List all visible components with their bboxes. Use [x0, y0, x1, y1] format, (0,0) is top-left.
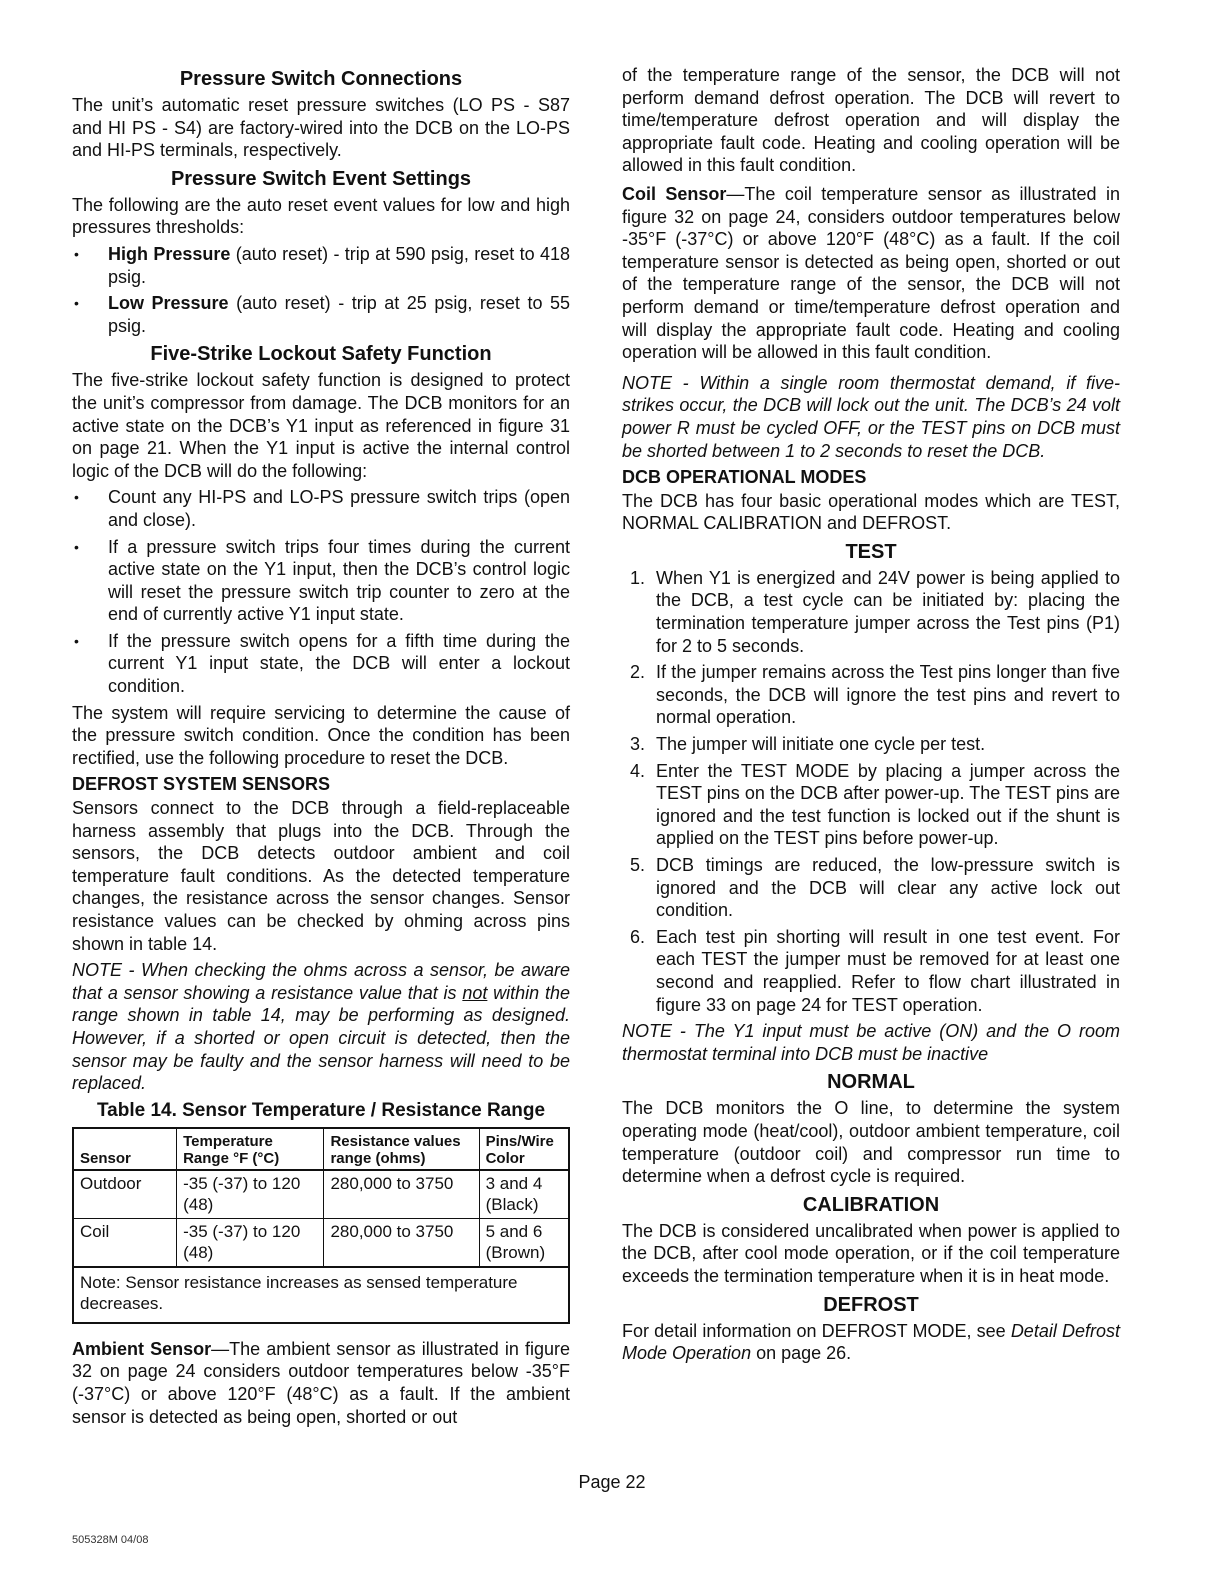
- step-text: Each test pin shorting will result in one test event. For each TEST the jumper must be removed for at least one second and reapplied. Refer to flow chart illustrated in figure 33 on page 24 for TEST operation.: [656, 926, 1120, 1015]
- table-header-cell: Pins/Wire Color: [479, 1128, 569, 1170]
- table-caption: Table 14. Sensor Temperature / Resistance Range: [96, 1099, 546, 1121]
- step-text: The jumper will initiate one cycle per test.: [656, 734, 986, 755]
- table-header-cell: Resistance values range (ohms): [324, 1128, 479, 1170]
- list-item: [622, 760, 1120, 850]
- list-item: [622, 567, 1120, 657]
- note-ohms-underlined: not: [462, 982, 488, 1003]
- step-number: 4.: [630, 760, 646, 781]
- step-text: DCB timings are reduced, the low-pressure switch is ignored and the DCB will clear any active lock out condition.: [656, 855, 1120, 921]
- paragraph-defrost: [622, 1320, 1120, 1365]
- paragraph-normal: The DCB monitors the O line, to determine the system operating mode (heat/cool), outdoor ambient temperature, coil temperature (outdoor coil) and compressor run time to determine when a defrost cycle is required.: [622, 1098, 1120, 1187]
- paragraph-ambient-continued: of the temperature range of the sensor, the DCB will not perform demand defrost operation. The DCB will revert to time/temperature defrost operation and will display the appropriate fault code. Heating and cooling operation will be allowed in this fault condition.: [622, 65, 1120, 176]
- step-text: If the jumper remains across the Test pins longer than five seconds, the DCB will ignore the test pins and revert to normal operation.: [656, 662, 1120, 728]
- table-cell: 280,000 to 3750: [324, 1218, 479, 1267]
- paragraph-ambient-sensor: [72, 1338, 570, 1428]
- five-strike-list: [72, 486, 570, 697]
- table-cell: Outdoor: [73, 1170, 177, 1219]
- page-number: Page 22: [578, 1472, 646, 1492]
- high-pressure-text: (auto reset) - trip at 590 psig, reset to 418 psig.: [108, 243, 570, 287]
- high-pressure-label: High Pressure: [108, 243, 231, 264]
- paragraph-calibration: The DCB is considered uncalibrated when power is applied to the DCB, after cool mode operation, or if the coil temperature exceeds the termination temperature when it is in heat mode.: [622, 1220, 1120, 1286]
- paragraph-servicing: The system will require servicing to determine the cause of the pressure switch condition. Once the condition has been rectified, use the following procedure to reset the DCB.: [72, 702, 570, 768]
- paragraph-event-settings: The following are the auto reset event values for low and high pressures thresholds:: [72, 194, 570, 238]
- heading-five-strike-lockout: Five-Strike Lockout Safety Function: [150, 343, 492, 366]
- defrost-text-b: on page 26.: [751, 1343, 852, 1364]
- heading-defrost: DEFROST: [823, 1293, 919, 1316]
- list-item: • Count any HI-PS and LO-PS pressure switch trips (open and close).: [72, 486, 570, 531]
- table-header-cell: Sensor: [73, 1128, 177, 1170]
- table-header-cell: Temperature Range °F (°C): [177, 1128, 324, 1170]
- heading-test: TEST: [845, 540, 897, 563]
- step-number: 1.: [630, 567, 646, 588]
- step-text: Enter the TEST MODE by placing a jumper across the TEST pins on the DCB after power-up. The TEST pins are ignored and the test function is locked out if the shunt is applied on the TEST pins before power-up.: [656, 760, 1120, 849]
- table-cell: -35 (-37) to 120 (48): [177, 1170, 324, 1219]
- note-ohms: [72, 959, 570, 1095]
- step-number: 5.: [630, 855, 646, 875]
- heading-defrost-system-sensors: DEFROST SYSTEM SENSORS: [72, 774, 331, 795]
- list-item: [72, 243, 570, 288]
- table-cell: -35 (-37) to 120 (48): [177, 1218, 324, 1267]
- step-number: 3.: [630, 734, 646, 755]
- heading-pressure-switch-connections: Pressure Switch Connections: [179, 68, 463, 90]
- list-item: [622, 926, 1120, 1016]
- heading-dcb-operational-modes: DCB OPERATIONAL MODES: [622, 467, 867, 488]
- table-row: [73, 1170, 569, 1219]
- table-cell: 5 and 6 (Brown): [479, 1218, 569, 1267]
- step-number: 2.: [630, 662, 646, 683]
- defrost-reference: Detail Defrost Mode Operation: [622, 1320, 1120, 1364]
- table-header-row: [73, 1128, 569, 1170]
- note-y1-input: NOTE - The Y1 input must be active (ON) and the O room thermostat terminal into DCB must be inactive: [622, 1021, 1120, 1064]
- document-code: 505328M 04/08: [72, 1534, 149, 1546]
- list-item: [622, 661, 1120, 729]
- heading-pressure-switch-event-settings: Pressure Switch Event Settings: [170, 167, 472, 190]
- coil-sensor-label: Coil Sensor: [622, 183, 727, 204]
- paragraph-modes: The DCB has four basic operational modes which are TEST, NORMAL CALIBRATION and DEFROST.: [622, 490, 1120, 534]
- list-item: • If the pressure switch opens for a fifth time during the current Y1 input state, the DCB will enter a lockout condition.: [72, 630, 570, 698]
- list-item: [72, 292, 570, 337]
- note-five-strikes: NOTE - Within a single room thermostat demand, if five-strikes occur, the DCB will lock out the unit. The DCB’s 24 volt power R must be cycled OFF, or the TEST pins on DCB must be shorted between 1 to 2 seconds to reset the DCB.: [622, 372, 1120, 461]
- defrost-text-a: For detail information on DEFROST MODE, see: [622, 1320, 1011, 1341]
- coil-sensor-text: —The coil temperature sensor as illustrated in figure 32 on page 24, considers outdoor temperatures below -35°F (-37°C) or above 120°F (48°C) as a fault. If the coil temperature sensor is detected as being open, shorted or out of the temperature range of the sensor, the DCB will not perform demand or time/temperature defrost operation and will display the appropriate fault code. Heating and cooling operation will be allowed in this fault condition.: [622, 183, 1120, 363]
- right-column: [622, 64, 1120, 1369]
- table-note: Note: Sensor resistance increases as sensed temperature decreases.: [73, 1267, 569, 1323]
- list-item: [622, 854, 1120, 922]
- paragraph-coil-sensor: [622, 183, 1120, 364]
- low-pressure-label: Low Pressure: [108, 293, 229, 314]
- sensor-table: [72, 1127, 570, 1324]
- table-row: [73, 1218, 569, 1267]
- paragraph-pressure-switch: The unit’s automatic reset pressure switches (LO PS - S87 and HI PS - S4) are factory-wired into the DCB on the LO-PS and HI-PS terminals, respectively.: [72, 95, 570, 161]
- note-ohms-part-b: within the range shown in table 14, may be performing as designed. However, if a shorted or open circuit is detected, then the sensor may be faulty and the sensor harness will need to be replaced.: [72, 982, 571, 1094]
- paragraph-five-strike: The five-strike lockout safety function is designed to protect the unit’s compressor from damage. The DCB monitors for an active state on the DCB’s Y1 input as referenced in figure 31 on page 21. When the Y1 input is active the internal control logic of the DCB will do the following:: [72, 370, 570, 481]
- heading-calibration: CALIBRATION: [802, 1193, 940, 1216]
- step-number: 6.: [630, 926, 646, 947]
- step-text: When Y1 is energized and 24V power is being applied to the DCB, a test cycle can be initiated by: placing the termination temperature jumper across the Test pins (P1) for 2 to 5 seconds.: [656, 567, 1120, 656]
- table-cell: 3 and 4 (Black): [479, 1170, 569, 1219]
- list-item: [622, 733, 1120, 756]
- table-note-row: [73, 1267, 569, 1323]
- ambient-sensor-text: —The ambient sensor as illustrated in figure 32 on page 24 considers outdoor temperatures below -35°F (-37°C) or above 120°F (48°C) as a fault. If the ambient sensor is detected as being open, shorted or out: [72, 1338, 570, 1427]
- left-column: [72, 64, 570, 1432]
- note-ohms-part-a: NOTE - When checking the ohms across a sensor, be aware that a sensor showing a resistance value that is: [72, 960, 570, 1003]
- test-steps-list: [622, 567, 1120, 1016]
- heading-normal: NORMAL: [827, 1071, 915, 1094]
- table-cell: 280,000 to 3750: [324, 1170, 479, 1219]
- ambient-sensor-label: Ambient Sensor: [72, 1338, 212, 1359]
- list-item: • If a pressure switch trips four times during the current active state on the Y1 input, then the DCB’s control logic will reset the pressure switch trip counter to zero at the end of currently active Y1 input state.: [72, 536, 570, 626]
- low-pressure-text: (auto reset) - trip at 25 psig, reset to 55 psig.: [108, 293, 570, 336]
- paragraph-defrost-sensors: Sensors connect to the DCB through a field-replaceable harness assembly that plugs into the DCB. Through the sensors, the DCB detects outdoor ambient and coil temperature fault conditions. As the detected temperature changes, the resistance across the sensor changes. Sensor resistance values can be checked by ohming across pins shown in table 14.: [72, 798, 570, 954]
- table-cell: Coil: [73, 1218, 177, 1267]
- pressure-threshold-list: [72, 243, 570, 337]
